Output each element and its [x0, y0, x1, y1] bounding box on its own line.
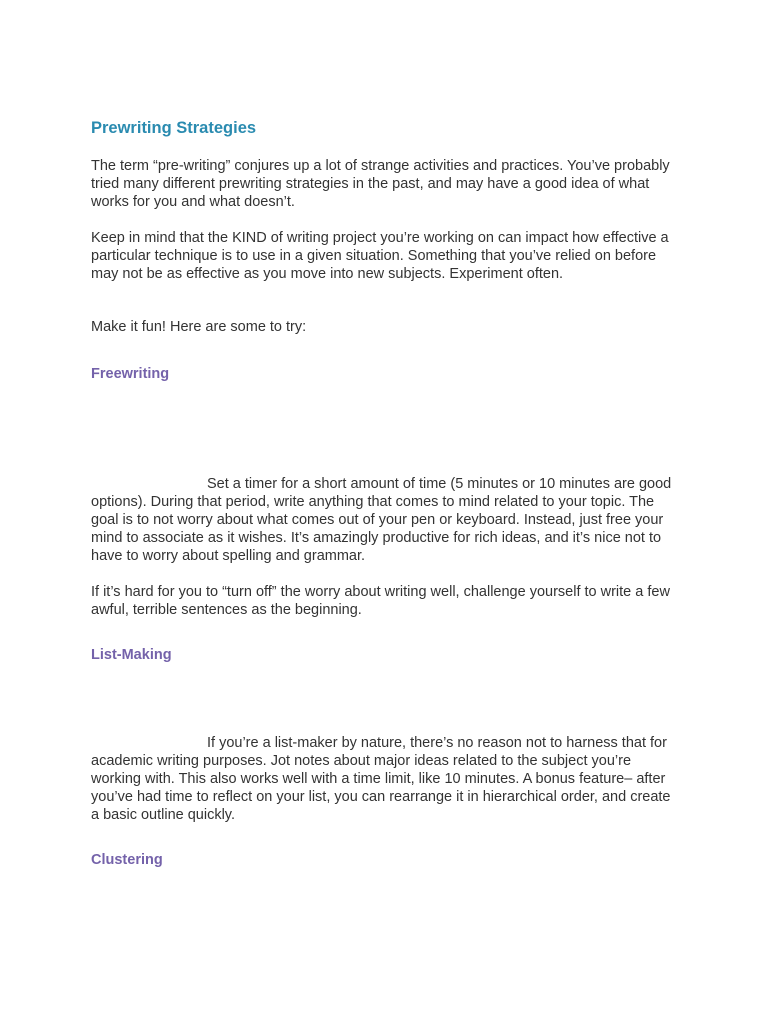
- intro-paragraph-1: The term “pre-writing” conjures up a lot of strange activities and practices. You’ve probably tried many different prewriting strategies in the past, and may have a good idea of what works for you and what doesn’t.: [91, 158, 670, 210]
- section-heading-freewriting: Freewriting: [91, 366, 170, 382]
- section-heading-list-making: List-Making: [91, 647, 172, 663]
- list-making-paragraph-1-text: If you’re a list-maker by nature, there’s no reason not to harness that for academic writing purposes. Jot notes about major ideas related to the subject you’re working with. This also works well with a time limit, like 10 minutes. A bonus feature– after you’ve had time to reflect on your list, you can rearrange it in hierarchical order, and create a basic outline quickly.: [91, 735, 671, 823]
- page-title: Prewriting Strategies: [91, 119, 257, 137]
- intro-paragraph-3: Make it fun! Here are some to try:: [91, 319, 307, 335]
- list-making-paragraph-1: [91, 734, 681, 824]
- freewriting-paragraph-2: If it’s hard for you to “turn off” the worry about writing well, challenge yourself to write a few awful, terrible sentences as the beginning.: [91, 584, 670, 618]
- section-heading-clustering: Clustering: [91, 852, 163, 868]
- freewriting-paragraph-1-text: Set a timer for a short amount of time (5 minutes or 10 minutes are good options). During that period, write anything that comes to mind related to your topic. The goal is to not worry about what comes out of your pen or keyboard. Instead, just free your mind to associate as it wishes. It’s amazingly productive for rich ideas, and it’s nice not to have to worry about spelling and grammar.: [91, 476, 672, 564]
- intro-paragraph-2: Keep in mind that the KIND of writing project you’re working on can impact how effective a particular technique is to use in a given situation. Something that you’ve relied on before may not be as effective as you move into new subjects. Experiment often.: [91, 230, 669, 282]
- freewriting-paragraph-1: [91, 475, 681, 565]
